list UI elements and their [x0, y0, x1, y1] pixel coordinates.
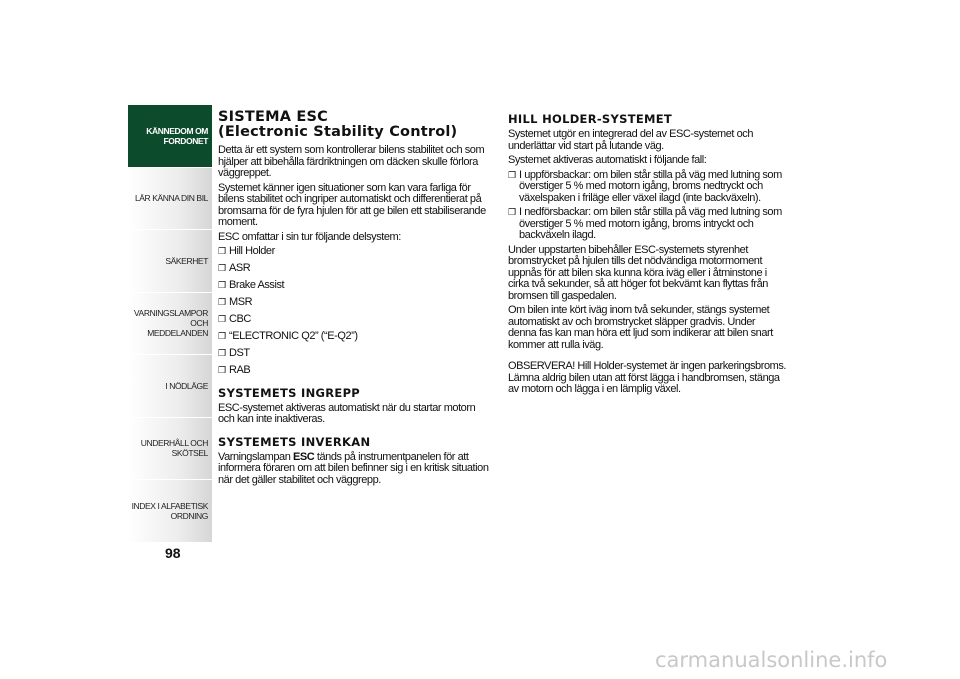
note-paragraph: OBSERVERA! Hill Holder-systemet är ingen parkeringsbroms. Lämna aldrig bilen utan att först lägga i handbromsen, stänga av motorn och lägga i en lämplig växel. [508, 360, 786, 395]
paragraph: Om bilen inte kört iväg inom två sekunder, stängs systemet automatiskt av och bromstrycket släpper gradvis. Under denna fas kan man höra ett ljud som indikerar att bilen snart kommer att rulla iväg. [508, 304, 773, 351]
checkbox-bullet-icon: ❒ [218, 331, 226, 341]
tab-varningslampor[interactable]: VARNINGSLAMPOR OCH MEDDELANDEN [128, 293, 212, 356]
tab-lar-kanna-din-bil[interactable]: LÄR KÄNNA DIN BIL [128, 168, 212, 231]
paragraph: Under uppstarten bibehåller ESC-systemets styrenhet bromstrycket på hjulen tills det nödvändiga motormoment uppnås för att bilen ska kunna köra iväg eller i åtminstone i cirka två sekunder, så att höger fot bekvämt kan flyttas från bromsen till gaspedalen. [508, 243, 768, 302]
paragraph: Systemet aktiveras automatiskt i följande fall: [508, 154, 707, 166]
list-item: ❒ MSR [218, 296, 253, 308]
list-item: ❒ Brake Assist [218, 279, 285, 291]
list-item: ❒ Hill Holder [218, 245, 275, 257]
list-item: ❒ DST [218, 347, 250, 359]
checkbox-bullet-icon: ❒ [218, 314, 226, 324]
paragraph: ESC omfattar i sin tur följande delsystem: [218, 230, 401, 243]
title-line-2: (Electronic Stability Control) [218, 124, 458, 140]
checkbox-bullet-icon: ❒ [218, 348, 226, 358]
right-column [508, 110, 786, 399]
checkbox-bullet-icon: ❒ [218, 280, 226, 290]
checkbox-bullet-icon: ❒ [218, 297, 226, 307]
paragraph: Detta är ett system som kontrollerar bilens stabilitet och som hjälper att bibehålla färdriktningen om däcken skulle förlora väggreppet. [218, 144, 485, 179]
paragraph: Systemet utgör en integrerad del av ESC-systemet och underlättar vid start på lutande väg. [508, 128, 754, 152]
esc-warning-label: ESC [292, 450, 315, 463]
page-number: 98 [165, 545, 181, 561]
list-item: ❒ RAB [218, 364, 251, 376]
list-item: ❒ ASR [218, 262, 251, 274]
list-item: ❒ CBC [218, 313, 251, 325]
checkbox-bullet-icon: ❒ [508, 169, 516, 180]
watermark: carmanualsonline.info [655, 648, 888, 672]
section-heading-hill-holder: HILL HOLDER-SYSTEMET [508, 112, 673, 126]
left-column [218, 110, 493, 489]
paragraph: Varningslampan ESC tänds på instrumentpanelen för att informera föraren om att bilen befinner sig i en kritisk situation när det gäller stabilitet och väggrepp. [218, 450, 489, 486]
checkbox-bullet-icon: ❒ [218, 365, 226, 375]
paragraph: ESC-systemet aktiveras automatiskt när du startar motorn och kan inte inaktiveras. [218, 401, 476, 425]
tab-sakerhet[interactable]: SÄKERHET [128, 230, 212, 293]
tab-kannedom-om-fordonet[interactable]: KÄNNEDOM OM FORDONET [128, 105, 212, 168]
activation-cases-list [508, 170, 786, 242]
list-item: ❒ I uppförsbackar: om bilen står stilla på väg med lutning som överstiger 5 % med motorn igång, broms nedtryckt och växelspaken i friläge eller växel ilagd (inte backväxeln). [508, 168, 782, 204]
tab-index[interactable]: INDEX I ALFABETISK ORDNING [128, 480, 212, 543]
tab-i-nodlage[interactable]: I NÖDLÄGE [128, 355, 212, 418]
list-item: ❒ I nedförsbackar: om bilen står stilla på väg med lutning som överstiger 5 % med motorn igång, broms intryckt och backväxeln ilagd. [508, 206, 782, 241]
tab-underhall-och-skotsel[interactable]: UNDERHÅLL OCH SKÖTSEL [128, 418, 212, 481]
title-line-1: SISTEMA ESC [218, 109, 328, 125]
list-item: ❒ “ELECTRONIC Q2” (“E-Q2”) [218, 330, 358, 342]
checkbox-bullet-icon: ❒ [218, 263, 226, 273]
checkbox-bullet-icon: ❒ [508, 207, 516, 217]
section-heading-inverkan: SYSTEMETS INVERKAN [218, 434, 371, 449]
chapter-sidebar [128, 105, 212, 543]
checkbox-bullet-icon: ❒ [218, 246, 226, 256]
section-heading-ingrepp: SYSTEMETS INGREPP [218, 385, 361, 400]
page-title [218, 110, 493, 140]
paragraph: Systemet känner igen situationer som kan vara farliga för bilens stabilitet och ingriper automatiskt och differentierat på bromsarna för de fyra hjulen för att ge bilen ett stabiliserande moment. [218, 181, 486, 228]
subsystem-list [218, 246, 493, 377]
